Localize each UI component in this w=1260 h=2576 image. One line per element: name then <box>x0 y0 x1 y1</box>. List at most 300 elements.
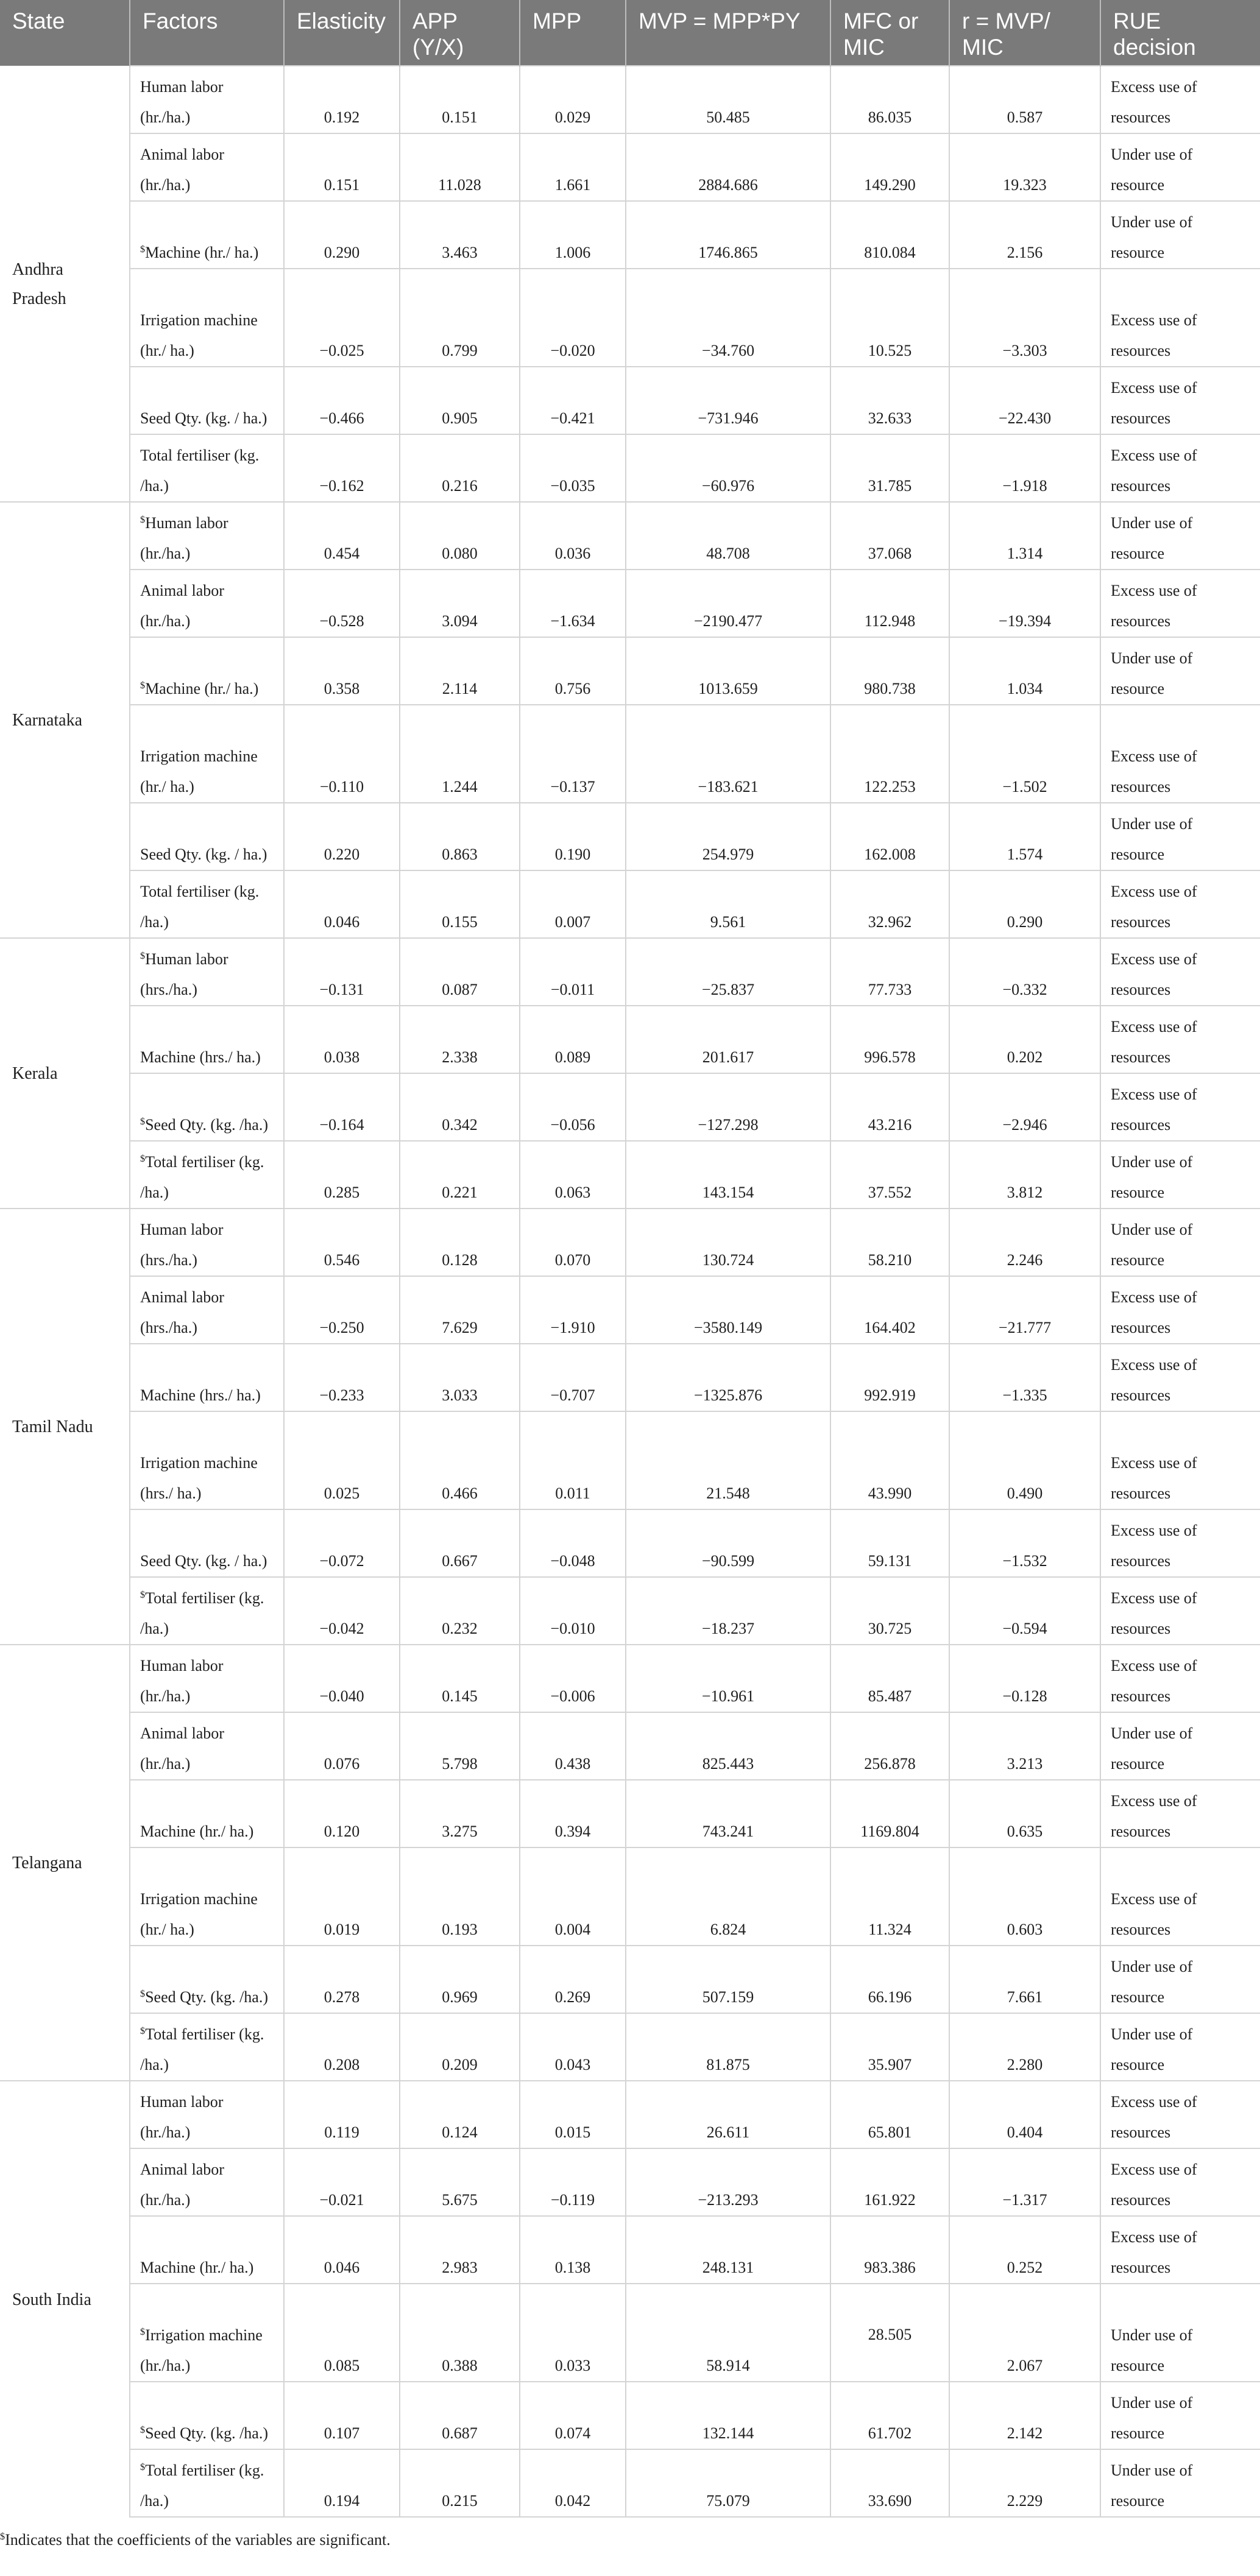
factor-cell <box>130 2284 284 2382</box>
mfc-cell: 59.131 <box>830 1509 949 1577</box>
mpp-cell: 1.661 <box>520 133 626 201</box>
mvp-cell: 81.875 <box>626 2013 830 2081</box>
mvp-cell: −213.293 <box>626 2148 830 2216</box>
mfc-cell: 161.922 <box>830 2148 949 2216</box>
factor-label: Human labor (hrs./ha.) <box>140 950 228 998</box>
factor-label: Machine (hr./ ha.) <box>145 680 259 697</box>
factor-label: Human labor (hr./ha.) <box>140 1657 224 1705</box>
mvp-cell: 58.914 <box>626 2284 830 2382</box>
elasticity-cell: 0.290 <box>284 201 400 269</box>
elasticity-cell: 0.046 <box>284 870 400 938</box>
col-header-mfc: MFC or MIC <box>830 0 949 66</box>
r-ratio-cell: 3.213 <box>949 1712 1100 1780</box>
r-ratio-cell: 2.142 <box>949 2382 1100 2449</box>
mfc-cell: 983.386 <box>830 2216 949 2284</box>
mfc-cell: 1169.804 <box>830 1780 949 1847</box>
app-cell: 3.094 <box>400 570 520 637</box>
r-ratio-cell: −2.946 <box>949 1073 1100 1141</box>
factor-cell <box>130 1946 284 2013</box>
mpp-cell: −0.421 <box>520 367 626 434</box>
r-ratio-cell: 0.404 <box>949 2081 1100 2148</box>
mfc-cell: 30.725 <box>830 1577 949 1645</box>
table-row <box>0 1847 1260 1946</box>
r-ratio-cell: −1.532 <box>949 1509 1100 1577</box>
factor-label: Irrigation machine (hr./ ha.) <box>140 1890 258 1938</box>
mvp-cell: 132.144 <box>626 2382 830 2449</box>
mpp-cell: −0.006 <box>520 1645 626 1712</box>
elasticity-cell: −0.040 <box>284 1645 400 1712</box>
rue-decision-cell: Excess use of resources <box>1100 269 1260 367</box>
mvp-cell: 26.611 <box>626 2081 830 2148</box>
state-cell: Karnataka <box>0 502 130 938</box>
mvp-cell: 825.443 <box>626 1712 830 1780</box>
r-ratio-cell: 2.156 <box>949 201 1100 269</box>
mvp-cell: −25.837 <box>626 938 830 1006</box>
rue-decision-cell: Under use of resource <box>1100 803 1260 870</box>
factor-label: Seed Qty. (kg. /ha.) <box>145 1116 268 1134</box>
mvp-cell: 507.159 <box>626 1946 830 2013</box>
mvp-cell: 1746.865 <box>626 201 830 269</box>
app-cell: 3.033 <box>400 1344 520 1411</box>
elasticity-cell: −0.162 <box>284 434 400 502</box>
factor-cell <box>130 570 284 637</box>
factor-cell <box>130 705 284 803</box>
mpp-cell: −0.048 <box>520 1509 626 1577</box>
table-row <box>0 1712 1260 1780</box>
mvp-cell: −127.298 <box>626 1073 830 1141</box>
mfc-cell: 11.324 <box>830 1847 949 1946</box>
factor-label: Machine (hrs./ ha.) <box>140 1048 261 1066</box>
factor-cell <box>130 2449 284 2517</box>
app-cell: 0.969 <box>400 1946 520 2013</box>
mfc-cell: 149.290 <box>830 133 949 201</box>
table-row <box>0 1645 1260 1712</box>
mvp-cell: 130.724 <box>626 1209 830 1276</box>
factor-label: Irrigation machine (hr./ha.) <box>140 2326 263 2374</box>
app-cell: 0.087 <box>400 938 520 1006</box>
factor-label: Irrigation machine (hr./ ha.) <box>140 311 258 359</box>
factor-cell <box>130 1276 284 1344</box>
mpp-cell: 0.269 <box>520 1946 626 2013</box>
factor-cell <box>130 2148 284 2216</box>
rue-decision-cell: Excess use of resources <box>1100 705 1260 803</box>
table-row <box>0 201 1260 269</box>
table-row <box>0 637 1260 705</box>
significance-marker: $ <box>0 2532 5 2542</box>
r-ratio-cell: 0.587 <box>949 66 1100 133</box>
app-cell: 7.629 <box>400 1276 520 1344</box>
mfc-cell: 43.990 <box>830 1411 949 1509</box>
app-cell: 0.667 <box>400 1509 520 1577</box>
factor-cell <box>130 1847 284 1946</box>
elasticity-cell: 0.038 <box>284 1006 400 1073</box>
factor-label: Animal labor (hr./ha.) <box>140 2161 224 2209</box>
mvp-cell: −34.760 <box>626 269 830 367</box>
factor-label: Human labor (hr./ha.) <box>140 78 224 126</box>
r-ratio-cell: −0.332 <box>949 938 1100 1006</box>
factor-cell <box>130 502 284 570</box>
mpp-cell: −0.056 <box>520 1073 626 1141</box>
app-cell: 11.028 <box>400 133 520 201</box>
rue-decision-cell: Under use of resource <box>1100 2449 1260 2517</box>
mvp-cell: 2884.686 <box>626 133 830 201</box>
mfc-cell: 86.035 <box>830 66 949 133</box>
factor-cell <box>130 367 284 434</box>
factor-cell <box>130 637 284 705</box>
factor-label: Machine (hrs./ ha.) <box>140 1386 261 1404</box>
elasticity-cell: 0.454 <box>284 502 400 570</box>
elasticity-cell: −0.233 <box>284 1344 400 1411</box>
table-row <box>0 2148 1260 2216</box>
mpp-cell: 0.756 <box>520 637 626 705</box>
factor-label: Total fertiliser (kg. /ha.) <box>140 446 260 495</box>
factor-label: Machine (hr./ ha.) <box>145 244 259 261</box>
app-cell: 5.675 <box>400 2148 520 2216</box>
mpp-cell: −0.137 <box>520 705 626 803</box>
r-ratio-cell: −3.303 <box>949 269 1100 367</box>
mfc-cell: 43.216 <box>830 1073 949 1141</box>
elasticity-cell: 0.120 <box>284 1780 400 1847</box>
r-ratio-cell: −0.594 <box>949 1577 1100 1645</box>
significance-marker: $ <box>140 680 146 691</box>
significance-marker: $ <box>140 2327 146 2338</box>
factor-cell <box>130 1509 284 1577</box>
mfc-cell: 162.008 <box>830 803 949 870</box>
rue-decision-cell: Excess use of resources <box>1100 367 1260 434</box>
col-header-mvp: MVP = MPP*PY <box>626 0 830 66</box>
rue-decision-cell: Excess use of resources <box>1100 1344 1260 1411</box>
rue-decision-cell: Excess use of resources <box>1100 434 1260 502</box>
table-row <box>0 1141 1260 1209</box>
rue-decision-cell: Excess use of resources <box>1100 1073 1260 1141</box>
app-cell: 0.216 <box>400 434 520 502</box>
app-cell: 0.215 <box>400 2449 520 2517</box>
factor-label: Total fertiliser (kg. /ha.) <box>140 1153 264 1201</box>
table-row <box>0 2284 1260 2382</box>
table-row <box>0 66 1260 133</box>
table-row <box>0 1073 1260 1141</box>
factor-label: Animal labor (hr./ha.) <box>140 146 224 194</box>
app-cell: 0.145 <box>400 1645 520 1712</box>
mpp-cell: −0.020 <box>520 269 626 367</box>
mfc-cell: 32.962 <box>830 870 949 938</box>
app-cell: 0.080 <box>400 502 520 570</box>
elasticity-cell: 0.358 <box>284 637 400 705</box>
elasticity-cell: 0.194 <box>284 2449 400 2517</box>
mvp-cell: 75.079 <box>626 2449 830 2517</box>
table-row <box>0 269 1260 367</box>
app-cell: 3.463 <box>400 201 520 269</box>
factor-label: Total fertiliser (kg. /ha.) <box>140 2461 264 2510</box>
factor-cell <box>130 133 284 201</box>
r-ratio-cell: 1.034 <box>949 637 1100 705</box>
factor-label: Animal labor (hr./ha.) <box>140 582 224 630</box>
mfc-cell: 10.525 <box>830 269 949 367</box>
mfc-cell: 122.253 <box>830 705 949 803</box>
state-cell: Andhra Pradesh <box>12 259 66 308</box>
elasticity-cell: −0.072 <box>284 1509 400 1577</box>
footnote-text: Indicates that the coefficients of the variables are significant. <box>5 2531 391 2549</box>
mfc-cell: 65.801 <box>830 2081 949 2148</box>
mvp-cell: −3580.149 <box>626 1276 830 1344</box>
elasticity-cell: 0.220 <box>284 803 400 870</box>
table-row <box>0 938 1260 1006</box>
factor-cell <box>130 803 284 870</box>
app-cell: 1.244 <box>400 705 520 803</box>
elasticity-cell: −0.025 <box>284 269 400 367</box>
r-ratio-cell: 0.252 <box>949 2216 1100 2284</box>
r-ratio-cell: −21.777 <box>949 1276 1100 1344</box>
elasticity-cell: −0.131 <box>284 938 400 1006</box>
mfc-cell: 256.878 <box>830 1712 949 1780</box>
factor-label: Animal labor (hrs./ha.) <box>140 1288 224 1336</box>
col-header-factors: Factors <box>130 0 284 66</box>
mpp-cell: 0.029 <box>520 66 626 133</box>
rue-decision-cell: Under use of resource <box>1100 637 1260 705</box>
r-ratio-cell: 2.280 <box>949 2013 1100 2081</box>
rue-decision-cell: Under use of resource <box>1100 1712 1260 1780</box>
mfc-cell: 112.948 <box>830 570 949 637</box>
app-cell: 0.466 <box>400 1411 520 1509</box>
table-row <box>0 870 1260 938</box>
elasticity-cell: 0.025 <box>284 1411 400 1509</box>
rue-decision-cell: Under use of resource <box>1100 1141 1260 1209</box>
significance-marker: $ <box>140 1117 146 1127</box>
col-header-elasticity: Elasticity <box>284 0 400 66</box>
rue-decision-cell: Excess use of resources <box>1100 1006 1260 1073</box>
factor-label: Total fertiliser (kg. /ha.) <box>140 883 260 931</box>
mfc-cell: 33.690 <box>830 2449 949 2517</box>
rue-decision-cell: Under use of resource <box>1100 201 1260 269</box>
col-header-app: APP (Y/X) <box>400 0 520 66</box>
r-ratio-cell: 0.603 <box>949 1847 1100 1946</box>
mvp-cell: −1325.876 <box>626 1344 830 1411</box>
table-row <box>0 570 1260 637</box>
mpp-cell: 0.063 <box>520 1141 626 1209</box>
elasticity-cell: 0.192 <box>284 66 400 133</box>
mpp-cell: 0.015 <box>520 2081 626 2148</box>
significance-marker: $ <box>140 1590 146 1601</box>
app-cell: 0.687 <box>400 2382 520 2449</box>
significance-marker: $ <box>140 244 146 255</box>
app-cell: 0.155 <box>400 870 520 938</box>
r-ratio-cell: −19.394 <box>949 570 1100 637</box>
app-cell: 0.124 <box>400 2081 520 2148</box>
mpp-cell: 0.043 <box>520 2013 626 2081</box>
app-cell: 0.799 <box>400 269 520 367</box>
col-header-r: r = MVP/ MIC <box>949 0 1100 66</box>
significance-marker: $ <box>140 1989 146 2000</box>
rue-decision-cell: Under use of resource <box>1100 2013 1260 2081</box>
r-ratio-cell: 19.323 <box>949 133 1100 201</box>
elasticity-cell: 0.119 <box>284 2081 400 2148</box>
elasticity-cell: 0.278 <box>284 1946 400 2013</box>
r-ratio-cell: 2.229 <box>949 2449 1100 2517</box>
mpp-cell: 0.438 <box>520 1712 626 1780</box>
factor-cell <box>130 2013 284 2081</box>
app-cell: 0.388 <box>400 2284 520 2382</box>
r-ratio-cell: 1.314 <box>949 502 1100 570</box>
r-ratio-cell: −1.335 <box>949 1344 1100 1411</box>
app-cell: 0.151 <box>400 66 520 133</box>
elasticity-cell: −0.466 <box>284 367 400 434</box>
rue-decision-cell: Under use of resource <box>1100 1209 1260 1276</box>
factor-label: Machine (hr./ ha.) <box>140 1823 254 1840</box>
significance-marker: $ <box>140 2462 146 2473</box>
significance-marker: $ <box>140 1154 146 1165</box>
rue-decision-cell: Excess use of resources <box>1100 2148 1260 2216</box>
table-row <box>0 2013 1260 2081</box>
elasticity-cell: 0.107 <box>284 2382 400 2449</box>
r-ratio-cell: −1.317 <box>949 2148 1100 2216</box>
factor-cell <box>130 1344 284 1411</box>
col-header-mpp: MPP <box>520 0 626 66</box>
r-ratio-cell: 7.661 <box>949 1946 1100 2013</box>
mpp-cell: −0.010 <box>520 1577 626 1645</box>
mvp-cell: 50.485 <box>626 66 830 133</box>
state-cell: Kerala <box>0 938 130 1209</box>
mfc-cell: 85.487 <box>830 1645 949 1712</box>
factor-cell <box>130 1577 284 1645</box>
mvp-cell: 48.708 <box>626 502 830 570</box>
factor-label: Total fertiliser (kg. /ha.) <box>140 1589 264 1637</box>
r-ratio-cell: −0.128 <box>949 1645 1100 1712</box>
table-row <box>0 2382 1260 2449</box>
factor-label: Human labor (hr./ha.) <box>140 514 228 562</box>
table-row <box>0 705 1260 803</box>
mpp-cell: 0.036 <box>520 502 626 570</box>
factor-label: Seed Qty. (kg. / ha.) <box>140 409 267 427</box>
app-cell: 0.232 <box>400 1577 520 1645</box>
significance-marker: $ <box>140 2425 146 2436</box>
rue-decision-cell: Excess use of resources <box>1100 2081 1260 2148</box>
table-row <box>0 1209 1260 1276</box>
mvp-cell: 21.548 <box>626 1411 830 1509</box>
significance-marker: $ <box>140 515 146 526</box>
elasticity-cell: −0.250 <box>284 1276 400 1344</box>
mpp-cell: 0.190 <box>520 803 626 870</box>
r-ratio-cell: 3.812 <box>949 1141 1100 1209</box>
mvp-cell: −90.599 <box>626 1509 830 1577</box>
rue-decision-cell: Excess use of resources <box>1100 870 1260 938</box>
state-cell: Tamil Nadu <box>0 1209 130 1645</box>
elasticity-cell: −0.042 <box>284 1577 400 1645</box>
mpp-cell: 0.033 <box>520 2284 626 2382</box>
factor-label: Seed Qty. (kg. /ha.) <box>145 2424 268 2442</box>
factor-cell <box>130 1141 284 1209</box>
mfc-cell: 810.084 <box>830 201 949 269</box>
rue-decision-cell: Under use of resource <box>1100 133 1260 201</box>
elasticity-cell: −0.528 <box>284 570 400 637</box>
mvp-cell: −18.237 <box>626 1577 830 1645</box>
mvp-cell: 9.561 <box>626 870 830 938</box>
factor-label: Human labor (hr./ha.) <box>140 2093 224 2141</box>
mfc-cell: 980.738 <box>830 637 949 705</box>
factor-cell <box>130 1645 284 1712</box>
factor-label: Machine (hr./ ha.) <box>140 2259 254 2276</box>
state-cell: Telangana <box>0 1645 130 2081</box>
factor-cell <box>130 1073 284 1141</box>
rue-decision-cell: Excess use of resources <box>1100 570 1260 637</box>
app-cell: 2.983 <box>400 2216 520 2284</box>
table-row <box>0 1509 1260 1577</box>
r-ratio-cell: −22.430 <box>949 367 1100 434</box>
factor-cell <box>130 870 284 938</box>
app-cell: 0.128 <box>400 1209 520 1276</box>
factor-cell <box>130 1209 284 1276</box>
mpp-cell: −1.910 <box>520 1276 626 1344</box>
mfc-cell: 164.402 <box>830 1276 949 1344</box>
r-ratio-cell: 1.574 <box>949 803 1100 870</box>
mvp-cell: 254.979 <box>626 803 830 870</box>
r-ratio-cell: 2.067 <box>949 2284 1100 2382</box>
table-row <box>0 1946 1260 2013</box>
table-row <box>0 1577 1260 1645</box>
elasticity-cell: 0.085 <box>284 2284 400 2382</box>
elasticity-cell: 0.019 <box>284 1847 400 1946</box>
factor-label: Animal labor (hr./ha.) <box>140 1724 224 1773</box>
elasticity-cell: 0.546 <box>284 1209 400 1276</box>
table-footnote <box>0 2531 391 2549</box>
factor-cell <box>130 938 284 1006</box>
factor-label: Total fertiliser (kg. /ha.) <box>140 2025 264 2073</box>
mpp-cell: 0.070 <box>520 1209 626 1276</box>
factor-cell <box>130 66 284 133</box>
factor-cell <box>130 434 284 502</box>
table-row <box>0 1411 1260 1509</box>
header-row <box>0 0 1260 66</box>
rue-decision-cell: Under use of resource <box>1100 2382 1260 2449</box>
mvp-cell: −60.976 <box>626 434 830 502</box>
mvp-cell: −10.961 <box>626 1645 830 1712</box>
rue-decision-cell: Excess use of resources <box>1100 1411 1260 1509</box>
r-ratio-cell: 0.635 <box>949 1780 1100 1847</box>
state-cell: South India <box>0 2081 130 2517</box>
mfc-cell: 66.196 <box>830 1946 949 2013</box>
mpp-cell: 0.138 <box>520 2216 626 2284</box>
mvp-cell: −2190.477 <box>626 570 830 637</box>
table-row <box>0 1006 1260 1073</box>
elasticity-cell: 0.046 <box>284 2216 400 2284</box>
mfc-cell: 31.785 <box>830 434 949 502</box>
rue-decision-cell: Excess use of resources <box>1100 1645 1260 1712</box>
app-cell: 0.342 <box>400 1073 520 1141</box>
mpp-cell: 0.007 <box>520 870 626 938</box>
factor-cell <box>130 2081 284 2148</box>
mpp-cell: 0.004 <box>520 1847 626 1946</box>
col-header-rue-decision: RUE decision <box>1100 0 1260 66</box>
factor-label: Human labor (hrs./ha.) <box>140 1221 224 1269</box>
table-row <box>0 2216 1260 2284</box>
mfc-cell: 32.633 <box>830 367 949 434</box>
app-cell: 3.275 <box>400 1780 520 1847</box>
factor-cell <box>130 269 284 367</box>
app-cell: 2.338 <box>400 1006 520 1073</box>
mpp-cell: −0.035 <box>520 434 626 502</box>
mvp-cell: −731.946 <box>626 367 830 434</box>
app-cell: 0.221 <box>400 1141 520 1209</box>
rue-decision-cell: Excess use of resources <box>1100 1509 1260 1577</box>
mvp-cell: 248.131 <box>626 2216 830 2284</box>
mvp-cell: 743.241 <box>626 1780 830 1847</box>
elasticity-cell: −0.164 <box>284 1073 400 1141</box>
app-cell: 2.114 <box>400 637 520 705</box>
table-row <box>0 502 1260 570</box>
rue-decision-cell: Excess use of resources <box>1100 1577 1260 1645</box>
table-row <box>0 1276 1260 1344</box>
table-row <box>0 133 1260 201</box>
mfc-cell: 992.919 <box>830 1344 949 1411</box>
